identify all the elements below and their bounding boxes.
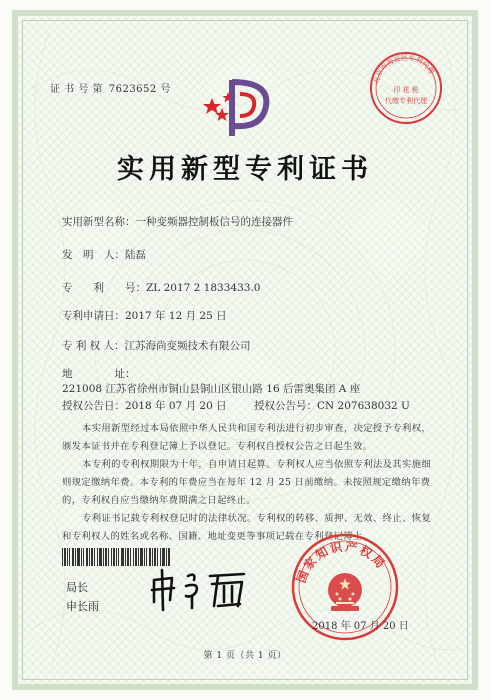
field-value: 2018 年 07 月 20 日	[125, 400, 227, 412]
field-label: 授权公告日：	[62, 400, 125, 412]
tax-stamp-seal	[368, 50, 444, 126]
field-label: 专利申请日：	[62, 310, 125, 322]
field-label: 地 址：	[62, 368, 136, 380]
seal-date: 2018 年 07 月 20 日	[312, 621, 409, 632]
field-inventor	[62, 247, 146, 262]
page-indicator: 第 1 页（共 1 页）	[203, 651, 287, 661]
field-value: 江苏海尚变频技术有限公司	[124, 340, 251, 352]
certificate-number-suffix: 号	[160, 84, 171, 95]
field-label: 专 利 号：	[62, 282, 146, 294]
certificate-number	[50, 80, 171, 95]
svg-text:国家知识产权局: 国家知识产权局	[293, 539, 389, 585]
handwritten-signature	[146, 566, 252, 612]
field-value: 陆磊	[125, 249, 146, 261]
certificate-number-label: 证 书 号 第	[50, 84, 104, 95]
certificate-number-value: 7623652	[108, 84, 157, 95]
field-address	[62, 366, 427, 396]
field-patent-number	[62, 280, 260, 295]
signatory-title: 局长	[66, 581, 88, 594]
field-label: 发 明 人：	[62, 249, 125, 261]
field-value: CN 207638032 U	[317, 400, 410, 412]
certificate-title: 实用新型专利证书	[117, 154, 373, 185]
field-utility-model-name	[62, 214, 293, 229]
field-filing-date	[62, 308, 227, 323]
field-patentee	[62, 338, 251, 353]
field-value: 2017 年 12 月 25 日	[125, 310, 227, 322]
body-paragraph-2: 本专利的专利权期限为十年，自申请日起算。专利权人应当依照专利法及其实施细则规定缴纳年费。本专利的年费应当在每年 12 月 25 日前缴纳。未按照规定缴纳年费的，专利权自应当缴纳年费期满之日起终止。	[62, 459, 432, 506]
field-label: 专 利 权 人：	[62, 340, 125, 352]
field-label: 授权公告号：	[254, 400, 317, 412]
body-paragraph-3: 专利证书记载专利权登记时的法律状况。专利权的转移、质押、无效、终止、恢复和专利权人的姓名或名称、国籍、地址变更等事项记载在专利登记簿上。	[62, 513, 432, 542]
signatory-name: 申长雨	[66, 600, 99, 613]
field-value: ZL 2017 2 1833433.0	[146, 282, 261, 294]
field-grant-number	[254, 398, 410, 413]
svg-text:代缴专利代理: 代缴专利代理	[385, 97, 427, 105]
svg-text:印 花 税: 印 花 税	[393, 86, 419, 94]
field-label: 实用新型名称：	[62, 216, 136, 228]
body-paragraph-1: 本实用新型经过本局依照中华人民共和国专利法进行初步审查，决定授予专利权，颁发本证书并在专利登记簿上予以登记。专利权自授权公告之日起生效。	[62, 423, 432, 452]
field-grant-date	[62, 398, 227, 413]
field-value: 221008 江苏省徐州市铜山县铜山区银山路 16 后雷奥集团 A 座	[62, 383, 361, 395]
svg-text:北京市海淀区专利代理: 北京市海淀区专利代理	[372, 53, 436, 85]
field-value: 一种变频器控制板信号的连接器件	[135, 216, 293, 228]
cnipa-logo-icon	[200, 70, 280, 140]
barcode-icon	[62, 548, 170, 566]
